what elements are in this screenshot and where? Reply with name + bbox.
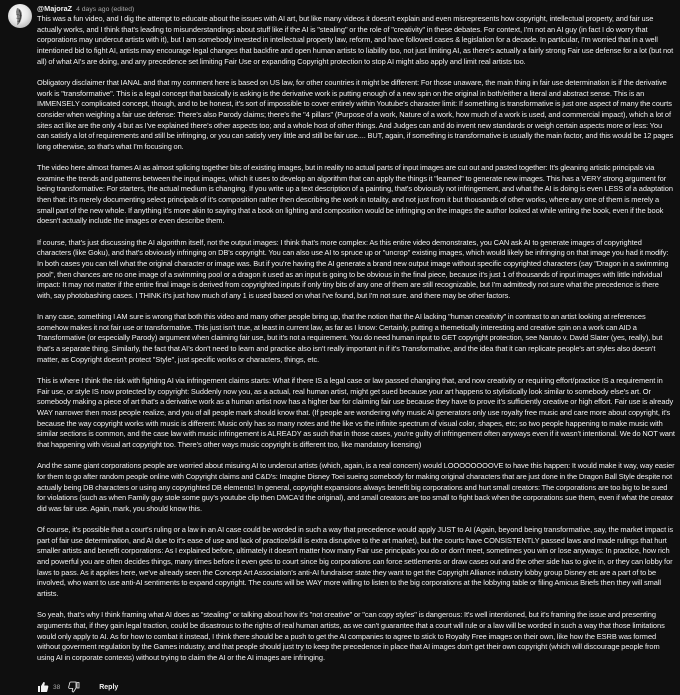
avatar-sketch-icon — [8, 4, 32, 28]
comment-body — [37, 3, 675, 664]
comment-paragraph: This was a fun video, and I dig the attempt to educate about the issues with AI art, but like many videos it doesn't explain and even misrepresents how copyright, intellectual property, and fair use actually works, and I think that's leading to misunderstandings about stuff like if the AI is "stealing" or the role of "creativity" in these debates. For context, I'm not an AI guy (in fact I do worry that corporations may undercut artists with it), but I am somebody invested in intellectual property law, reform, and have followed cases & legislation for a decade. In particular, I'm worried that in a well intentioned bid to fight AI, artists may encourage legal changes that backfire and open human artists to liability too, not just limiting AI, as there's actually a fairly strong Fair use defense for a lot (but not all) of what AI's are doing, and any precedence set limiting Fair Use or expanding Copyright protection to stop AI might also apply and limit real artists too. — [37, 14, 674, 66]
comment-paragraph: And the same giant corporations people are worried about misuing AI to undercut artists (which, again, is a real concern) would LOOOOOOOOVE to have this happen: It would make it way, way easier for them to go after random people online with Copyright claims and C&D's: Imagine Disney Toei sueing somebody for making original characters that are just done in the Dragon Ball Style despite not actually being DB characters or using any copyrighted DB elements! In general, copyright expansions always benefit big corporations and hurt small creators: The corporations are too big to be sued for violations (such as when Family guy stole some guy's youtube clip then DMCA'd the original), and small creators are too small to fight back when the corporations sue them, even if what the creator did was fair use. Again, mark, you should know this. — [37, 461, 675, 513]
comment-text — [37, 14, 675, 664]
timestamp-text[interactable]: 4 days ago — [76, 6, 110, 13]
avatar[interactable] — [8, 4, 32, 28]
comment-paragraph: The video here almost frames AI as almost splicing together bits of existing images, but in reality no actual parts of input images are cut out and pasted together: It's gleaning artistic principals via examine the trends and patterns between the input images, which it uses to develop an algorithm that can apply the things it "learned" to generate new images. This has a VERY strong argument for being transformative: For starters, the actual medium is changing. If you write up a text description of a painting, that's obviously not infringement, and what the AI is doing is even LESS of a adaptation then that: it's merely documenting select principals of it's composition rather then describing the work in totality, and not just from it but thousands of other works, where any one of them is merely a small part of the new whole. If anything it's more akin to saying that a book on lighting and composition would be infringing on the images the author looked at while writing the book, even if the book doesn't actually include the images or even describe them. — [37, 163, 673, 226]
author-name[interactable]: @MajoraZ — [37, 4, 73, 13]
thumbs-down-icon — [68, 681, 80, 693]
dislike-button[interactable] — [68, 681, 80, 693]
comment-paragraph: This is where I think the risk with fighting AI via infringement claims starts: What if there IS a legal case or law passed changing that, and now creativity or requiring effort/practice IS a requirement in Fair use, or style IS now protected by copyright: Suddenly now you, as a actual, real human artist, might get sued because your art happens to stylistically look similar to somebody else's art. Or somebody making a piece of art that's a derivative work as a human artist now has a higher bar for claiming fair use because they have to prove it's sufficiently creative or high effort. Fair use is already WAY narrower then most people realize, and you of all people mark should know that. (If people are wondering why music AI generators only use royalty free music and care more about copyright, it's because the way copyright works with music is different: Music only has so many notes and the like vs the infinite spectrum of visual color, shapes, etc; so two people happening to make music with similar sections is common, and the case law with music infringement is ALREADY as such that in those cases, you're guilty of infringement often anyways even if it wasn't intentional. We do NOT want that happening with visual art copyright too. There's other ways music copyright is different too, like mandatory licensing) — [37, 376, 675, 449]
comment-paragraph: So yeah, that's why I think framing what AI does as "stealing" or talking about how it's "not creative" or "can copy styles" is dangerous: It's well intentioned, but it's framing the issue and presenting arguments that, if they gain legal traction, could be disastrous to the rights of real human artists, as we can't guarantee that a court will rule or a law will be worded in such a way that those limitations would only apply to AI. As for how to combat it instead, I think there should be a push to get the AI companies to agree to stick to Royalty Free images on their own, like how the ESRB was formed without goverment regulation by the Games industry, and that people should just try to keep the precedence in place that AI images don't get their own copyright (which will discourage people from using AI in corporate contexts) without trying to claim the AI or the AI images are infringing. — [37, 610, 665, 662]
like-button[interactable] — [37, 681, 49, 693]
reply-button[interactable]: Reply — [99, 683, 119, 691]
thumbs-up-icon — [37, 681, 49, 693]
comment-paragraph: If course, that's just discussing the AI algorithm itself, not the output images: I think that's more complex: As this entire video demonstrates, you CAN ask AI to generate images of copyrighted characters (like Goku), and that's obviously infringing on DB's copyright. You can also use AI to spruce up or "uncrop" existing images, which would likely be infringing on that image you had it modify: In both cases you can tell what the original character or image was. But if you're having the AI generate a brand new output image without specific copyrighted characters (say "Dragon in a swimming pool", then chances are no one image of a swimming pool or a dragon it used as an input is going to be obvious in the final piece, because it's just 1 of thousands of input images with little individual impact: It may not matter if the entire final image is derived from copyrighted inputs if only tiny bits of any one of them are still recognizable, but I'm admittedly not sure what the precedence is there with, say photobashing cases. I THINK it's just how much of any 1 is used based on what I've found, but I'm not sure. and there may be other factors. — [37, 237, 669, 300]
comment-paragraph: Obligatory disclaimer that IANAL and that my comment here is based on US law, for other countries it might be different: For those unaware, the main thing in fair use determination is if the derivative work is "transformative". This is a legal concept that basically is asking is the derivative work is putting enough of a new spin on the original in both/either a literal and abstract sense. This is an IMMENSELY complicated concept, though, and to be honest, it's sort of impossible to cover entirely within Youtube's character limit: If something is transformative is just one aspect of many the courts consider when weighing a fair use defense: There's also Parody claims; there's the "4 pillars" (Purpose of a work, Nature of a work, how much of a work is used, and commercial impact), which a lot of sites act like are the only 4 but as I've explained there's other aspects too; and a whole host of other things. And Judges can and do invent new standards or weigh certain aspects more or less: You can satisfy a lot of requirements and still be infringing, or you can satisfy very little and still be fair use.... BUT, again, if something is transformative is usually the main factor, and this would be 12 pages long otherwise, so that's what I'm focusing on. — [37, 77, 674, 151]
edited-label: (edited) — [111, 6, 135, 13]
like-count: 38 — [53, 683, 61, 691]
comment-header — [37, 3, 675, 14]
comment-paragraph: In any case, something I AM sure is wrong that both this video and many other people bring up, that the notion that the AI lacking "human creativity" in contrast to an artist looking at references somehow makes it not fair use or transformative. This just isn't true, at least in current law, as far as I know: Certainly, putting a themetically interesting and creative spin on a work can AID a Transformative (or especially Parody) argument when claiming fair use, but it's not a requirement. You do need human input to GET copyright protection, see Naruto v. David Slater (yes, really), but that's a separate thing. Similarly, the fact that AI's don't need to learn and practice also isn't really important in if it's Transformative, and the idea that it can replicate people's art styles also doesn't matter, as Copyright doesn't protect "Style", just specific works or characters, things, etc. — [37, 312, 663, 364]
comment-action-bar — [37, 681, 118, 693]
comment-paragraph: Of course, it's possible that a court's ruling or a law in an AI case could be worded in such a way that precedence would apply JUST to AI (Again, beyond being transformative, say, the market impact is part of fair use determination, and AI due to it's ease of use and lack of practice/skill is extra disruptive to the art market), but the courts have CONSISTENTLY passed laws and made rulings that hurt smaller artists and benefit corporations: As I explained before, ultimately it doesn't matter how many Fair use principals you do or don't meet, sometimes you win or lose anyways: In practice, how rich and powerful you are often decides things, many times before it even gets to court since big corporations can force settlements or draw cases out and the other side has to give in, or they can lobby for laws to pass. As it applies here, we've already seen the Concept Art Association's anti-AI fundraiser state they want to get the Copyright Alliance industry lobby group Disney etc are a part of to be involved, who want to use anti-AI sentiments to expand copyright. The courts will be WAY more willing to listen to the big corporations at the lobbying table or filing Amicus Briefs then they will small artists. — [37, 525, 674, 598]
